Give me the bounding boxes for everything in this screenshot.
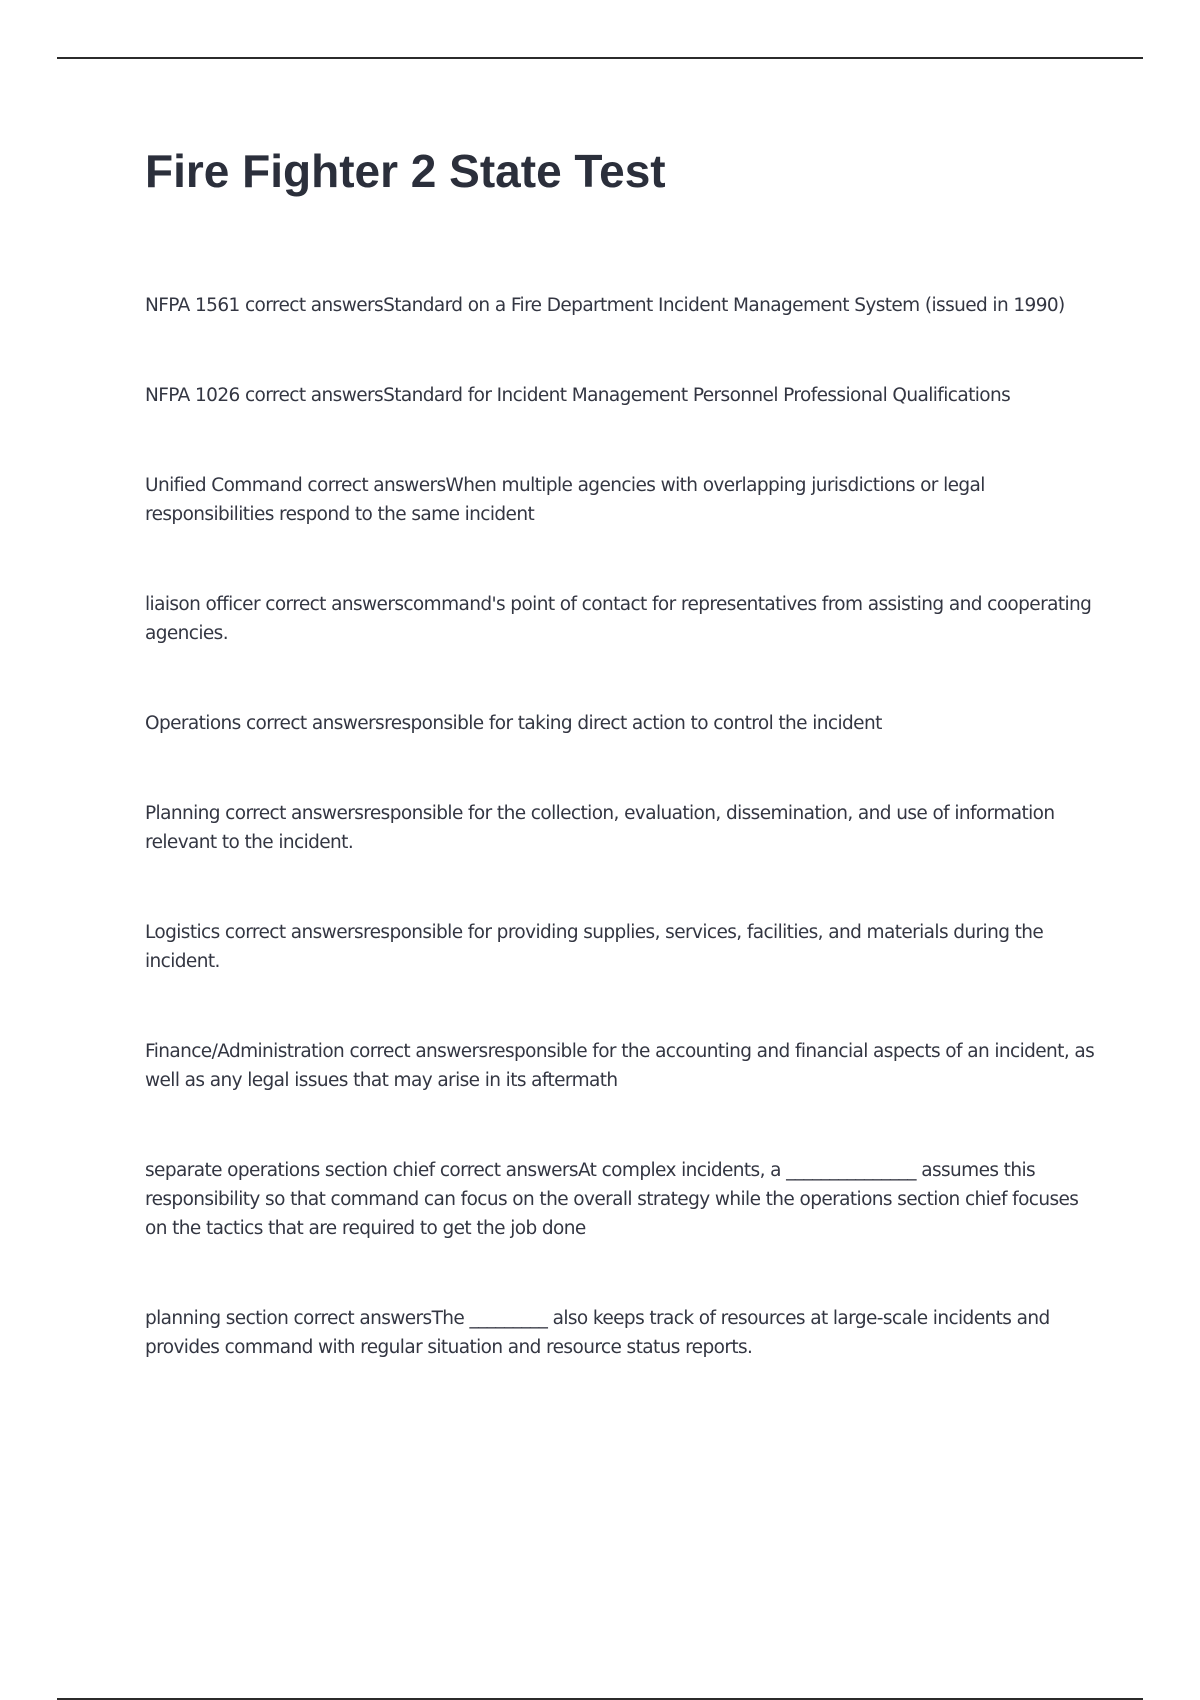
qa-item-1: NFPA 1561 correct answersStandard on a Fire Department Incident Management System (issued in 1990): [145, 295, 1065, 316]
qa-item-10: planning section correct answersThe _________ also keeps track of resources at large-scale incidents and provides command with regular situation and resource status reports.: [145, 1308, 1050, 1358]
qa-item-9: separate operations section chief correct answersAt complex incidents, a _______________ assumes this responsibility so that command can focus on the overall strategy while the operations section chief focuses on the tactics that are required to get the job done: [145, 1160, 1079, 1239]
page-title: Fire Fighter 2 State Test: [145, 145, 666, 197]
qa-item-5: Operations correct answersresponsible for taking direct action to control the incident: [145, 713, 882, 734]
qa-item-6: Planning correct answersresponsible for the collection, evaluation, dissemination, and use of information relevant to the incident.: [145, 803, 1055, 853]
qa-item-4: liaison officer correct answerscommand's point of contact for representatives from assisting and cooperating agencies.: [145, 594, 1092, 644]
qa-item-8: Finance/Administration correct answersresponsible for the accounting and financial aspects of an incident, as well as any legal issues that may arise in its aftermath: [145, 1041, 1095, 1091]
qa-item-2: NFPA 1026 correct answersStandard for Incident Management Personnel Professional Qualifications: [145, 385, 1011, 406]
qa-item-7: Logistics correct answersresponsible for providing supplies, services, facilities, and materials during the incident.: [145, 922, 1044, 972]
top-rule: [57, 57, 1143, 59]
qa-list: [145, 291, 1095, 1423]
qa-item-3: Unified Command correct answersWhen multiple agencies with overlapping jurisdictions or legal responsibilities respond to the same incident: [145, 475, 985, 525]
